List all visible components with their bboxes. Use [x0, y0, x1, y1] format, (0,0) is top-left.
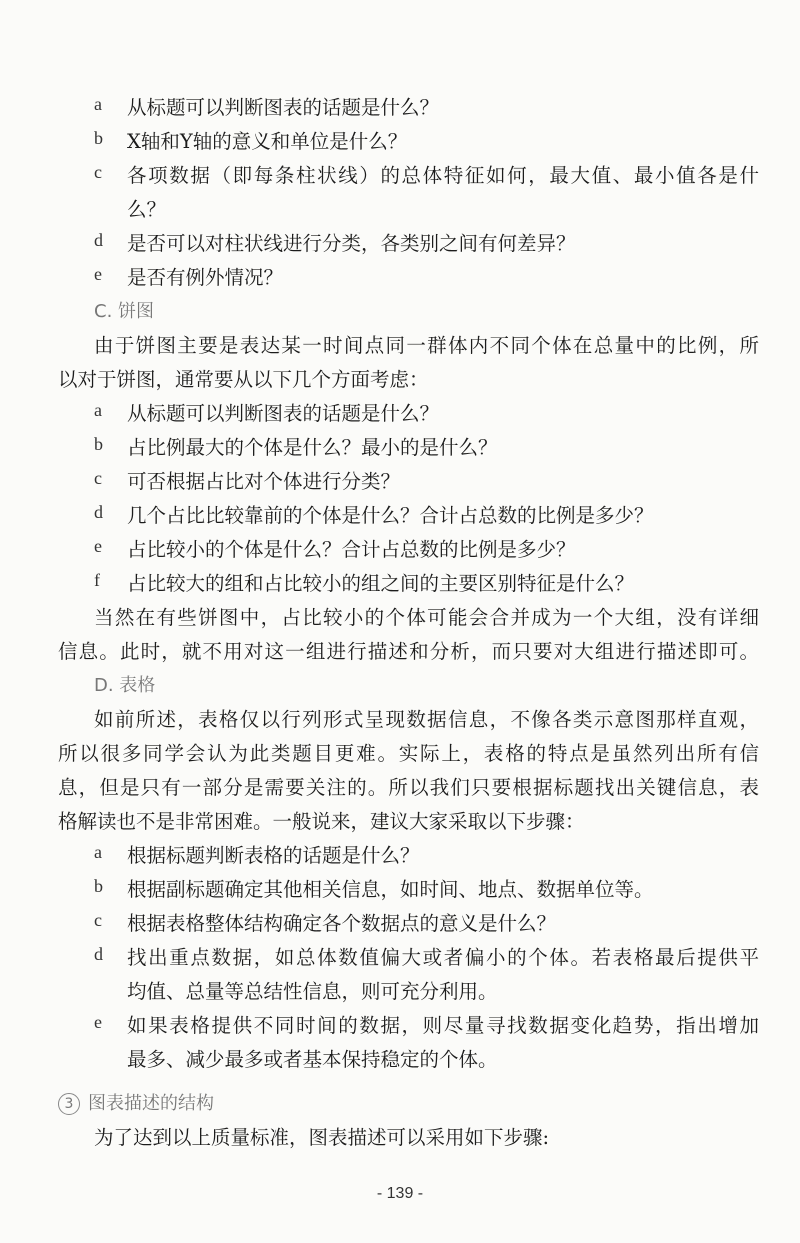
list-marker: b	[94, 128, 103, 148]
list-item-text: 均值、总量等总结性信息，则可充分利用。	[127, 980, 498, 1003]
list-item-text: 占比较小的个体是什么？合计占总数的比例是多少？	[127, 538, 576, 561]
list-item-text: 几个占比比较靠前的个体是什么？合计占总数的比例是多少？	[127, 504, 654, 527]
list-item-text: 根据副标题确定其他相关信息，如时间、地点、数据单位等。	[127, 878, 654, 901]
section-heading-structure	[58, 1090, 214, 1118]
list-item-text: 么？	[127, 198, 167, 221]
section-heading-table: D. 表格	[94, 675, 156, 696]
paragraph-line: 格解读也不是非常困难。一般说来，建议大家采取以下步骤：	[58, 810, 585, 833]
section-title: 图表描述的结构	[88, 1093, 214, 1114]
list-marker: d	[94, 502, 103, 522]
list-item-text: 各项数据（即每条柱状线）的总体特征如何，最大值、最小值各是什	[127, 164, 759, 187]
list-marker: e	[94, 1012, 102, 1032]
list-marker: a	[94, 94, 102, 114]
list-marker: b	[94, 876, 103, 896]
paragraph-line: 为了达到以上质量标准，图表描述可以采用如下步骤:	[94, 1126, 550, 1149]
section-heading-pie: C. 饼图	[94, 301, 155, 322]
list-item-text: 根据标题判断表格的话题是什么？	[127, 844, 420, 867]
paragraph-line: 如前所述，表格仅以行列形式呈现数据信息，不像各类示意图那样直观，	[94, 708, 759, 731]
list-item-text: 占比较大的组和占比较小的组之间的主要区别特征是什么？	[127, 572, 635, 595]
paragraph-line: 由于饼图主要是表达某一时间点同一群体内不同个体在总量中的比例，所	[94, 334, 759, 357]
list-marker: b	[94, 434, 103, 454]
list-marker: e	[94, 264, 102, 284]
list-marker: e	[94, 536, 102, 556]
list-marker: f	[94, 570, 100, 590]
list-item-text: 占比例最大的个体是什么？最小的是什么？	[127, 436, 498, 459]
list-item-text: 如果表格提供不同时间的数据，则尽量寻找数据变化趋势，指出增加	[127, 1014, 759, 1037]
list-item-text: 从标题可以判断图表的话题是什么？	[127, 402, 440, 425]
list-marker: c	[94, 162, 102, 182]
list-item-text: 从标题可以判断图表的话题是什么？	[127, 96, 440, 119]
page-number: - 139 -	[376, 1185, 424, 1202]
list-item-text: X轴和Y轴的意义和单位是什么？	[127, 130, 408, 153]
list-item-text: 是否可以对柱状线进行分类，各类别之间有何差异？	[127, 232, 576, 255]
list-marker: d	[94, 944, 103, 964]
list-marker: a	[94, 842, 102, 862]
paragraph-line: 所以很多同学会认为此类题目更难。实际上，表格的特点是虽然列出所有信	[58, 742, 759, 765]
list-item-text: 根据表格整体结构确定各个数据点的意义是什么？	[127, 912, 557, 935]
list-marker: c	[94, 468, 102, 488]
list-marker: d	[94, 230, 103, 250]
list-marker: a	[94, 400, 102, 420]
paragraph-line: 以对于饼图，通常要从以下几个方面考虑：	[58, 368, 429, 391]
paragraph-line: 当然在有些饼图中，占比较小的个体可能会合并成为一个大组，没有详细	[94, 606, 759, 629]
paragraph-line: 信息。此时，就不用对这一组进行描述和分析，而只要对大组进行描述即可。	[58, 640, 759, 663]
list-marker: c	[94, 910, 102, 930]
list-item-text: 可否根据占比对个体进行分类？	[127, 470, 401, 493]
list-item-text: 是否有例外情况？	[127, 266, 284, 289]
list-item-text: 最多、减少最多或者基本保持稳定的个体。	[127, 1048, 498, 1071]
section-number: 3	[58, 1093, 80, 1115]
list-item-text: 找出重点数据，如总体数值偏大或者偏小的个体。若表格最后提供平	[127, 946, 759, 969]
paragraph-line: 息，但是只有一部分是需要关注的。所以我们只要根据标题找出关键信息，表	[58, 776, 759, 799]
